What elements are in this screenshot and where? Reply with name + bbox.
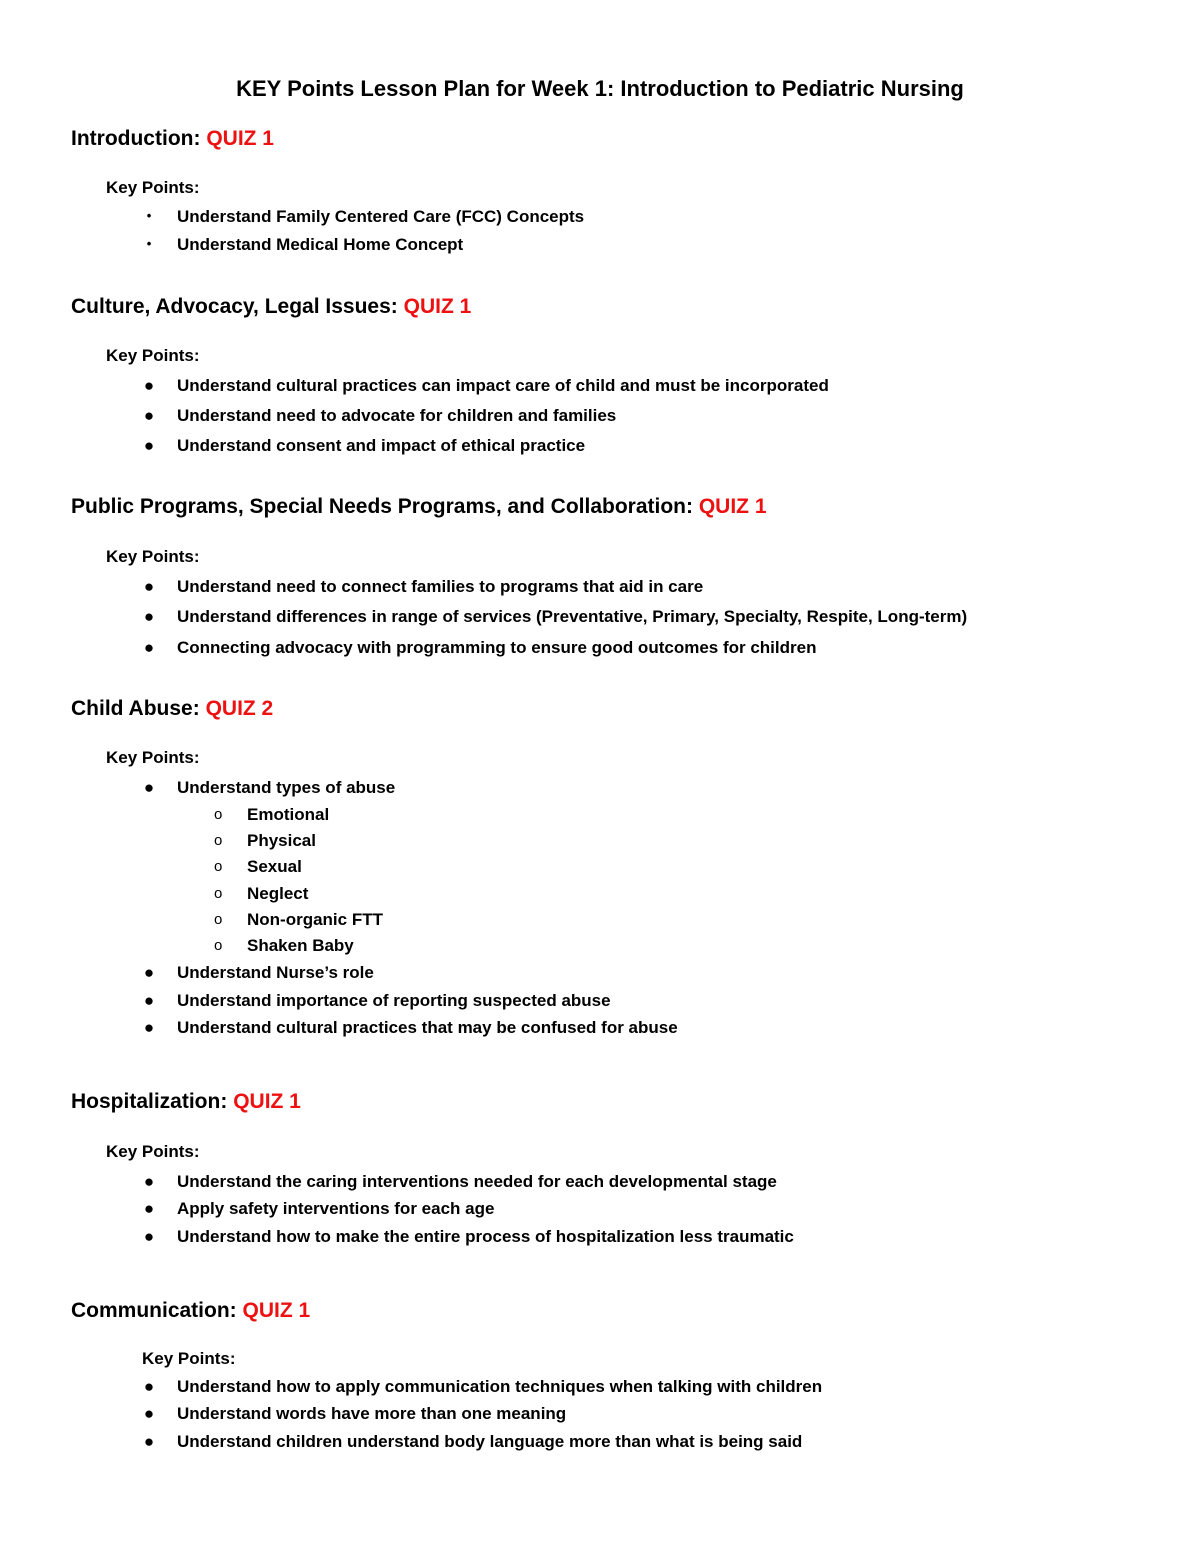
list-item: Understand the caring interventions needed for each developmental stage	[177, 1172, 777, 1191]
bullet-icon: ●	[143, 577, 155, 596]
list-item: Understand Family Centered Care (FCC) Concepts	[177, 207, 585, 226]
list-item: Understand consent and impact of ethical practice	[177, 436, 586, 455]
list-item: Understand cultural practices that may be confused for abuse	[177, 1018, 678, 1037]
list-item: Understand how to apply communication techniques when talking with children	[177, 1377, 823, 1396]
quiz-tag: QUIZ 2	[205, 697, 274, 720]
quiz-tag: QUIZ 1	[403, 295, 472, 318]
bullet-icon: ●	[143, 1377, 155, 1396]
sub-list-item: Emotional	[247, 805, 330, 824]
list-item: Understand types of abuse	[177, 778, 396, 797]
sub-list-item: Sexual	[247, 857, 302, 876]
list-item: Understand Nurse’s role	[177, 963, 374, 982]
quiz-tag: QUIZ 1	[242, 1299, 311, 1322]
sub-bullet-icon: o	[214, 937, 223, 954]
list-item: Understand Medical Home Concept	[177, 235, 464, 254]
list-item: Connecting advocacy with programming to ensure good outcomes for children	[177, 638, 817, 657]
sub-list-item: Physical	[247, 831, 316, 850]
sub-bullet-icon: o	[214, 806, 223, 823]
bullet-icon: ●	[143, 1199, 155, 1218]
bullet-icon: ●	[143, 1018, 155, 1037]
list-item: Understand differences in range of services (Preventative, Primary, Specialty, Respite, Long-term)	[177, 607, 968, 626]
quiz-tag: QUIZ 1	[233, 1090, 301, 1113]
key-points-label: Key Points:	[106, 748, 200, 767]
quiz-tag: QUIZ 1	[206, 127, 274, 150]
section-heading-hospitalization: Hospitalization: QUIZ 1	[71, 1090, 301, 1113]
quiz-tag: QUIZ 1	[698, 495, 767, 518]
bullet-icon: ●	[143, 376, 155, 395]
key-points-label: Key Points:	[106, 547, 200, 566]
bullet-icon: •	[146, 236, 152, 251]
bullet-icon: ●	[143, 406, 155, 425]
bullet-icon: ●	[143, 963, 155, 982]
key-points-label: Key Points:	[106, 178, 200, 197]
page-title: KEY Points Lesson Plan for Week 1: Introduction to Pediatric Nursing	[236, 76, 964, 101]
bullet-icon: ●	[143, 1404, 155, 1423]
section-heading-public-programs: Public Programs, Special Needs Programs, and Collaboration: QUIZ 1	[71, 495, 767, 518]
section-heading-introduction: Introduction: QUIZ 1	[71, 127, 274, 150]
bullet-icon: •	[146, 208, 152, 223]
key-points-label: Key Points:	[142, 1349, 236, 1368]
bullet-icon: ●	[143, 991, 155, 1010]
key-points-label: Key Points:	[106, 1142, 200, 1161]
list-item: Understand cultural practices can impact care of child and must be incorporated	[177, 376, 829, 395]
section-heading-child-abuse: Child Abuse: QUIZ 2	[71, 697, 274, 720]
sub-list-item: Non-organic FTT	[247, 910, 383, 929]
bullet-icon: ●	[143, 1172, 155, 1191]
bullet-icon: ●	[143, 778, 155, 797]
bullet-icon: ●	[143, 638, 155, 657]
list-item: Understand need to connect families to programs that aid in care	[177, 577, 704, 596]
list-item: Understand how to make the entire process of hospitalization less traumatic	[177, 1227, 794, 1246]
list-item: Understand importance of reporting suspected abuse	[177, 991, 611, 1010]
list-item: Understand words have more than one meaning	[177, 1404, 567, 1423]
bullet-icon: ●	[143, 436, 155, 455]
sub-bullet-icon: o	[214, 858, 223, 875]
section-heading-communication: Communication: QUIZ 1	[71, 1299, 311, 1322]
sub-bullet-icon: o	[214, 832, 223, 849]
sub-list-item: Shaken Baby	[247, 936, 354, 955]
section-heading-culture: Culture, Advocacy, Legal Issues: QUIZ 1	[71, 295, 472, 318]
sub-bullet-icon: o	[214, 911, 223, 928]
bullet-icon: ●	[143, 1432, 155, 1451]
bullet-icon: ●	[143, 1227, 155, 1246]
key-points-label: Key Points:	[106, 346, 200, 365]
list-item: Apply safety interventions for each age	[177, 1199, 495, 1218]
list-item: Understand children understand body language more than what is being said	[177, 1432, 803, 1451]
sub-bullet-icon: o	[214, 885, 223, 902]
bullet-icon: ●	[143, 607, 155, 626]
list-item: Understand need to advocate for children and families	[177, 406, 617, 425]
sub-list-item: Neglect	[247, 884, 309, 903]
